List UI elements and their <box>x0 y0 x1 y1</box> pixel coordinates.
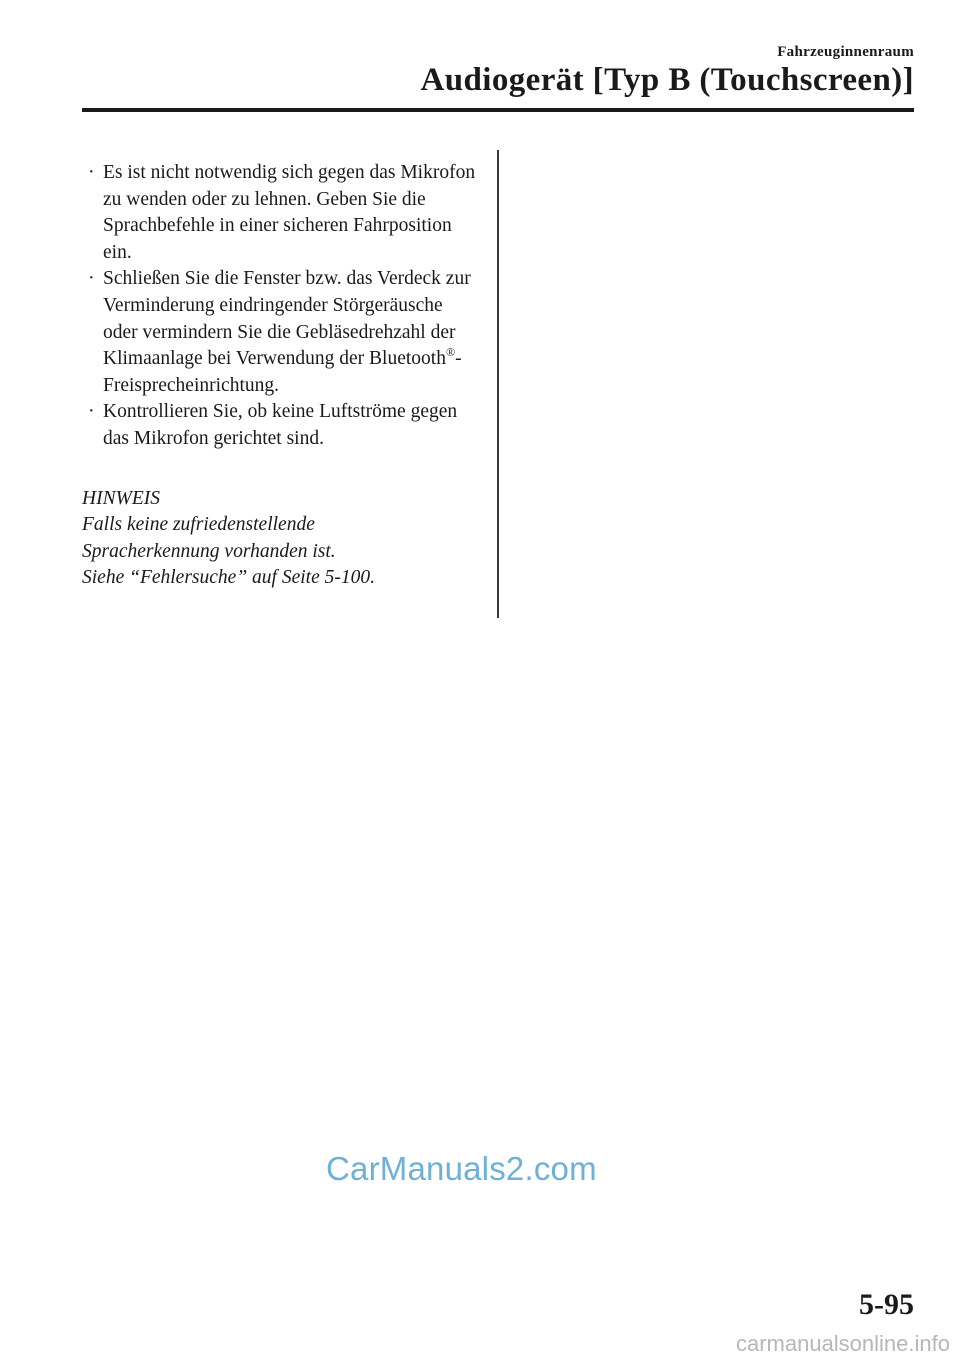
bullet-text: Kontrollieren Sie, ob keine Luftströme gegen das Mikrofon gerichtet sind. <box>103 401 458 449</box>
bullet-text: Es ist nicht notwendig sich gegen das Mikrofon zu wenden oder zu lehnen. Geben Sie die Sprachbefehle in einer sicheren Fahrposition ein. <box>103 162 476 263</box>
bullet-item-2 <box>82 266 482 399</box>
bullet-marker: · <box>88 401 95 423</box>
bullet-text-part: -Freisprecheinrichtung. <box>103 348 462 396</box>
note-heading: HINWEIS <box>82 487 160 509</box>
page-number: 5-95 <box>859 1288 914 1321</box>
note-line: Falls keine zufriedenstellende <box>82 514 315 536</box>
section-label: Fahrzeuginnenraum <box>777 44 914 60</box>
bullet-item-3 <box>82 399 482 452</box>
note-block <box>82 486 482 592</box>
bullet-item-1 <box>82 160 482 266</box>
registered-mark: ® <box>445 345 456 360</box>
watermark: CarManuals2.com <box>326 1150 597 1187</box>
left-column <box>82 160 482 592</box>
footer-site-link[interactable]: carmanualsonline.info <box>735 1331 950 1356</box>
header-rule <box>82 108 914 112</box>
bullet-marker: · <box>88 268 95 290</box>
note-line: Spracherkennung vorhanden ist. <box>82 540 336 562</box>
bullet-text <box>103 266 482 399</box>
column-divider <box>497 150 499 618</box>
bullet-list <box>82 160 482 453</box>
bullet-text-part: Schließen Sie die Fenster bzw. das Verdeck zur Verminderung eindringender Störgeräusche oder vermindern Sie die Gebläsedrehzahl der Klimaanlage bei Verwendung der Bluetooth <box>103 268 471 370</box>
chapter-title: Audiogerät [Typ B (Touchscreen)] <box>420 62 914 98</box>
bullet-marker: · <box>88 162 95 183</box>
note-line: Siehe “Fehlersuche” auf Seite 5-100. <box>82 567 375 589</box>
